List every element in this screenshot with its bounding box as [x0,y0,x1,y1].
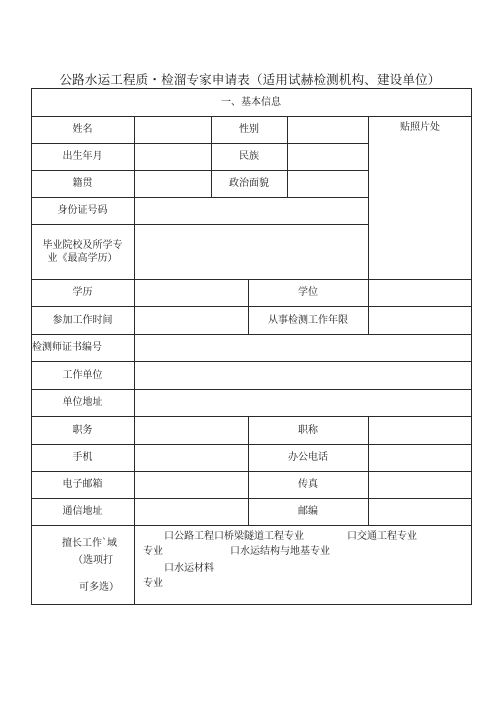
school-label [31,238,134,266]
education-label: 学历 [72,287,93,298]
cert-number-label: 检测师证书编号 [32,342,102,353]
gender-label: 性别 [239,124,259,135]
expertise-option-water-materials[interactable]: 口水运材料 [164,563,214,574]
employer-label: 工作单位 [62,369,103,381]
employer-address-label: 单位地址 [62,397,103,408]
expertise-option-water-structure[interactable]: 口水运结构与地基专业 [230,546,330,557]
degree-label: 学位 [298,287,318,298]
work-start-label: 参加工作时间 [52,314,113,326]
ethnicity-label: 民族 [239,151,259,162]
email-label: 电子邮箱 [62,479,103,490]
name-label: 姓名 [72,124,93,135]
position-label: 职务 [72,424,93,436]
school-label-line1: 毕业院校及所学专 [42,240,123,251]
page-title: 公路水运工程质・检溜专家申请表（适用试赫检测机构、建设单位） [59,72,441,87]
expertise-label-line2: （选项打 [73,555,113,566]
fax-label: 传真 [298,479,318,490]
testing-years-label: 从事检测工作年限 [268,314,348,326]
section-header: 一、基本信息 [221,96,281,108]
mobile-label: 手机 [72,452,93,463]
postcode-label: 邮编 [298,506,318,517]
expertise-option-highway-bridge[interactable]: 口公路工程口桥梁隧道工程专业 [164,531,304,542]
id-number-label: 身份证号码 [57,205,108,216]
school-label-line2: 业《最高学历） [47,253,118,264]
mail-address-label: 通信地址 [62,506,103,517]
expertise-option-traffic[interactable]: 口交通工程专业 [347,531,417,542]
expertise-label-line3: 可多选） [79,582,119,593]
photo-placeholder: 贴照片处 [400,121,440,133]
application-form [31,88,471,604]
office-phone-label: 办公电话 [288,452,328,463]
native-place-label: 籍贯 [72,178,93,189]
expertise-option-suffix-1: 专业 [143,546,163,557]
birth-label: 出生年月 [62,151,103,162]
expertise-option-suffix-2: 专业 [143,578,163,589]
political-status-label: 政治面貌 [229,178,269,189]
title-rank-label: 职称 [298,424,318,436]
expertise-label-line1: 擅长工作`域 [62,538,117,549]
